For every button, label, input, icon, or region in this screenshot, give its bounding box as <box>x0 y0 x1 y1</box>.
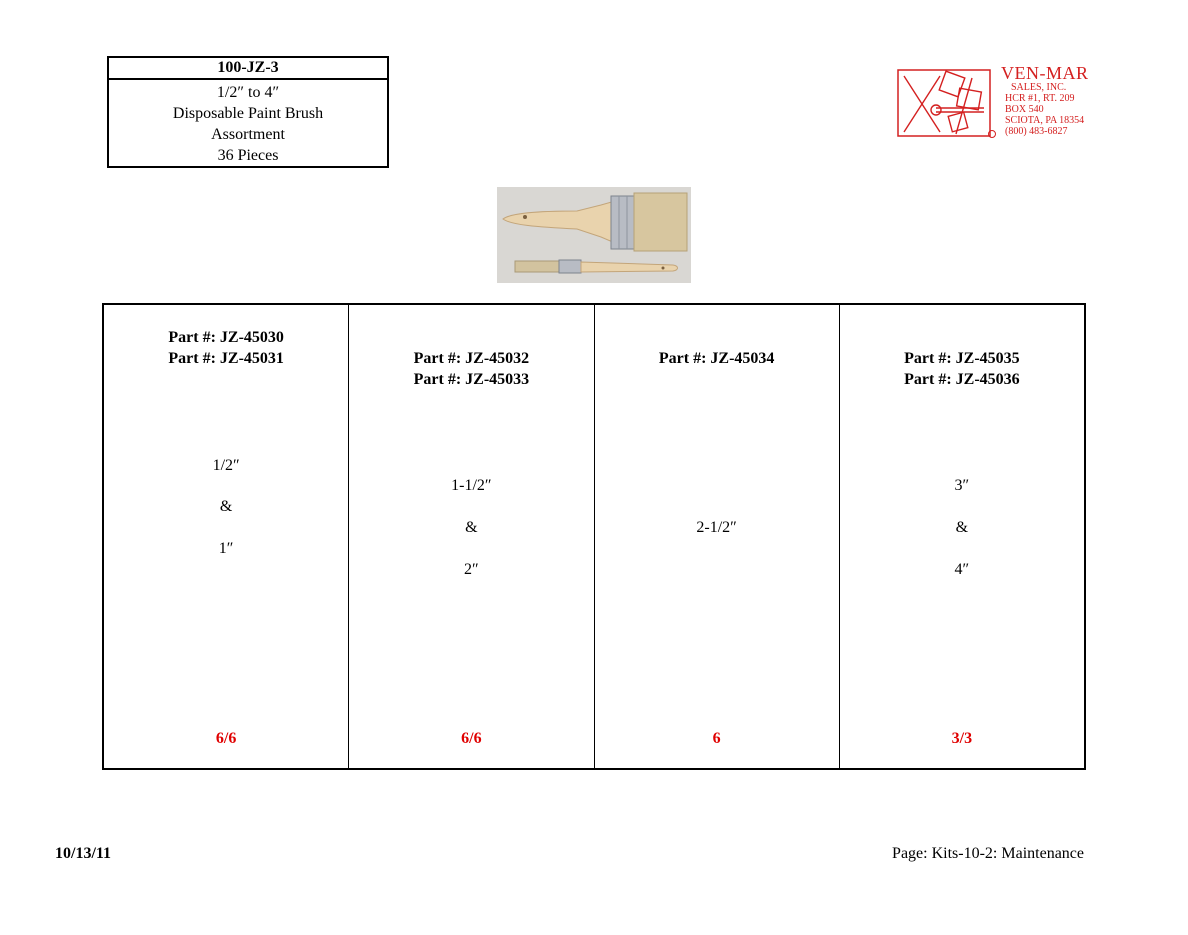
part-number: Part #: JZ-45036 <box>904 371 1020 388</box>
size-separator: & <box>465 519 478 536</box>
logo-address-line-3: SCIOTA, PA 18354 <box>1005 115 1085 126</box>
logo-text <box>1001 64 1089 137</box>
part-numbers <box>840 348 1084 390</box>
parts-column-3 <box>595 305 840 768</box>
kit-product-name: Disposable Paint Brush <box>172 105 324 122</box>
parts-column-2 <box>349 305 594 768</box>
kit-size-range: 1/2″ to 4″ <box>216 84 280 101</box>
kit-piece-count: 36 Pieces <box>217 147 279 164</box>
company-logo <box>896 64 1116 142</box>
part-number: Part #: JZ-45035 <box>904 350 1020 367</box>
brush-size: 2-1/2″ <box>696 519 737 536</box>
size-separator: & <box>955 519 969 536</box>
part-number: Part #: JZ-45030 <box>168 329 284 346</box>
kit-description <box>109 80 387 166</box>
pack-quantity: 6/6 <box>215 730 237 747</box>
kit-title-box <box>107 56 389 168</box>
part-number: Part #: JZ-45034 <box>658 350 775 367</box>
kit-code: 100-JZ-3 <box>109 58 387 80</box>
size-separator: & <box>219 498 233 515</box>
part-number: Part #: JZ-45031 <box>168 350 284 367</box>
logo-phone: (800) 483-6827 <box>1005 126 1068 137</box>
paint-brush-icon <box>497 187 691 283</box>
footer-date: 10/13/11 <box>55 845 112 862</box>
brush-size: 2″ <box>464 561 479 578</box>
logo-address-line-2: BOX 540 <box>1005 104 1044 115</box>
part-numbers <box>595 348 839 369</box>
part-number: Part #: JZ-45032 <box>413 350 530 367</box>
brush-size: 1-1/2″ <box>451 477 492 494</box>
brush-size: 1/2″ <box>212 457 240 474</box>
parts-column-4 <box>840 305 1084 768</box>
parts-table <box>102 303 1086 770</box>
brush-size: 3″ <box>954 477 970 494</box>
logo-brand: VEN-MAR <box>1001 63 1089 83</box>
brush-size: 4″ <box>954 561 970 578</box>
logo-company-suffix: SALES, INC. <box>1011 82 1067 93</box>
footer-page-label: Page: Kits-10-2: Maintenance <box>892 845 1084 862</box>
product-photo <box>497 187 691 283</box>
kit-type: Assortment <box>211 126 285 143</box>
pack-quantity: 6/6 <box>461 730 482 747</box>
part-numbers <box>104 327 348 369</box>
logo-mark-icon <box>896 68 996 140</box>
pack-quantity: 6 <box>712 730 721 747</box>
part-number: Part #: JZ-45033 <box>413 371 530 388</box>
part-numbers <box>349 348 593 390</box>
parts-column-1 <box>104 305 349 768</box>
brush-size: 1″ <box>218 540 234 557</box>
pack-quantity: 3/3 <box>951 730 973 747</box>
logo-address-line-1: HCR #1, RT. 209 <box>1005 93 1075 104</box>
